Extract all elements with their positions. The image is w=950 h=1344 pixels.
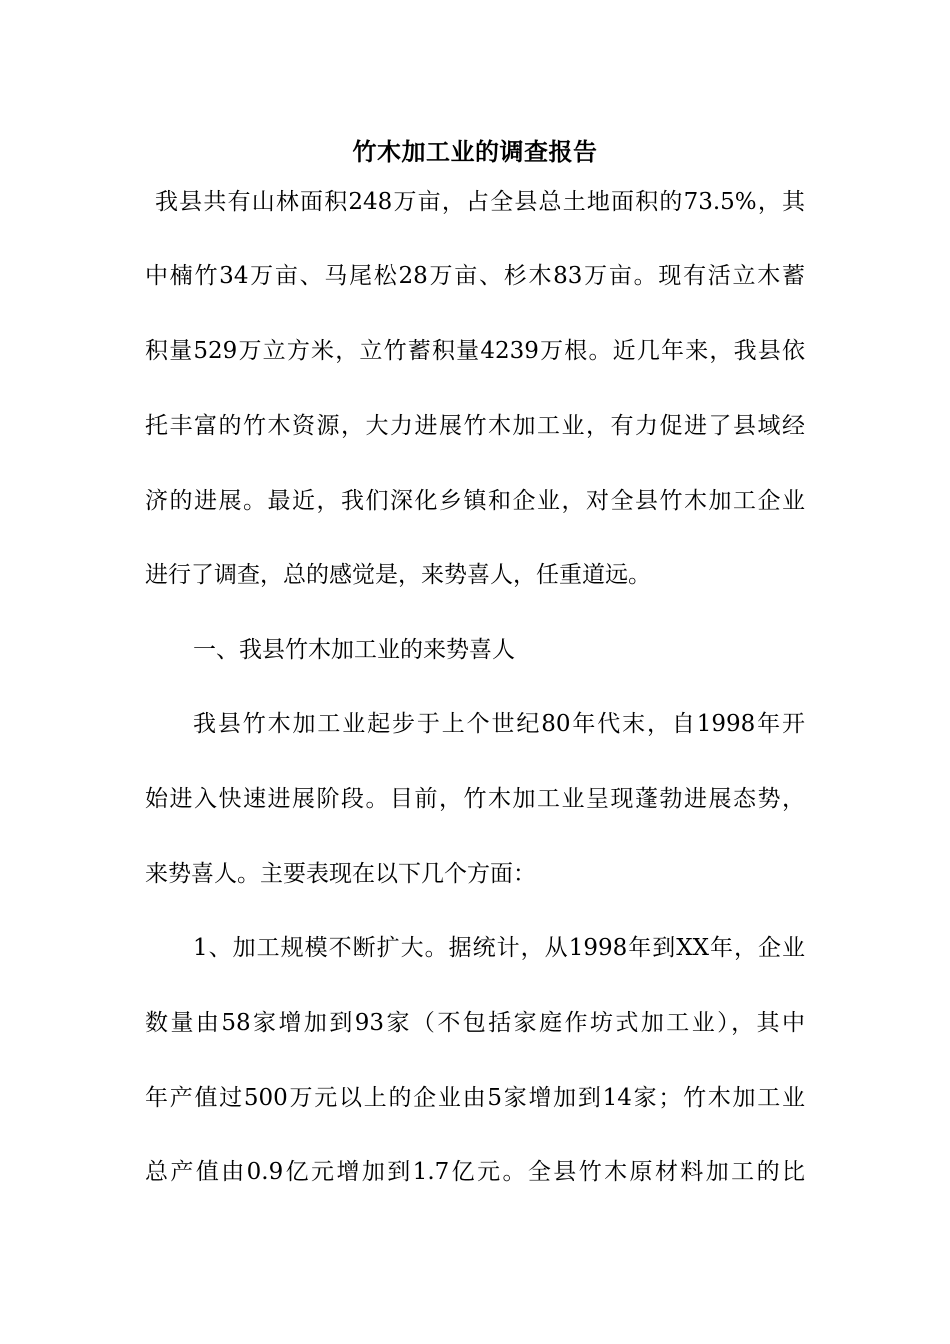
paragraph-line: 数量由58家增加到93家（不包括家庭作坊式加工业），其中 (145, 1010, 805, 1036)
paragraph-line: 我县竹木加工业起步于上个世纪80年代末，自1998年开 (193, 711, 805, 737)
paragraph-line: 托丰富的竹木资源，大力进展竹木加工业，有力促进了县域经 (145, 413, 805, 439)
paragraph-line: 我县共有山林面积248万亩，占全县总土地面积的73.5%，其 (155, 189, 805, 215)
paragraph-line: 来势喜人。主要表现在以下几个方面： (145, 861, 536, 887)
paragraph-line: 1、加工规模不断扩大。据统计，从1998年到XX年，企业 (193, 935, 805, 961)
paragraph-line: 始进入快速进展阶段。目前，竹木加工业呈现蓬勃进展态势， (145, 786, 805, 812)
paragraph-line: 积量529万立方米，立竹蓄积量4239万根。近几年来，我县依 (145, 338, 805, 364)
section-heading: 一、我县竹木加工业的来势喜人 (193, 637, 515, 663)
paragraph-line: 济的进展。最近，我们深化乡镇和企业，对全县竹木加工企业 (145, 488, 805, 514)
paragraph-line: 年产值过500万元以上的企业由5家增加到14家；竹木加工业 (145, 1085, 805, 1111)
paragraph-line: 总产值由0.9亿元增加到1.7亿元。全县竹木原材料加工的比 (145, 1159, 805, 1185)
document-title: 竹木加工业的调查报告 (352, 137, 598, 166)
paragraph-line: 中楠竹34万亩、马尾松28万亩、杉木83万亩。现有活立木蓄 (145, 263, 805, 289)
paragraph-line: 进行了调查，总的感觉是，来势喜人，任重道远。 (145, 562, 651, 588)
